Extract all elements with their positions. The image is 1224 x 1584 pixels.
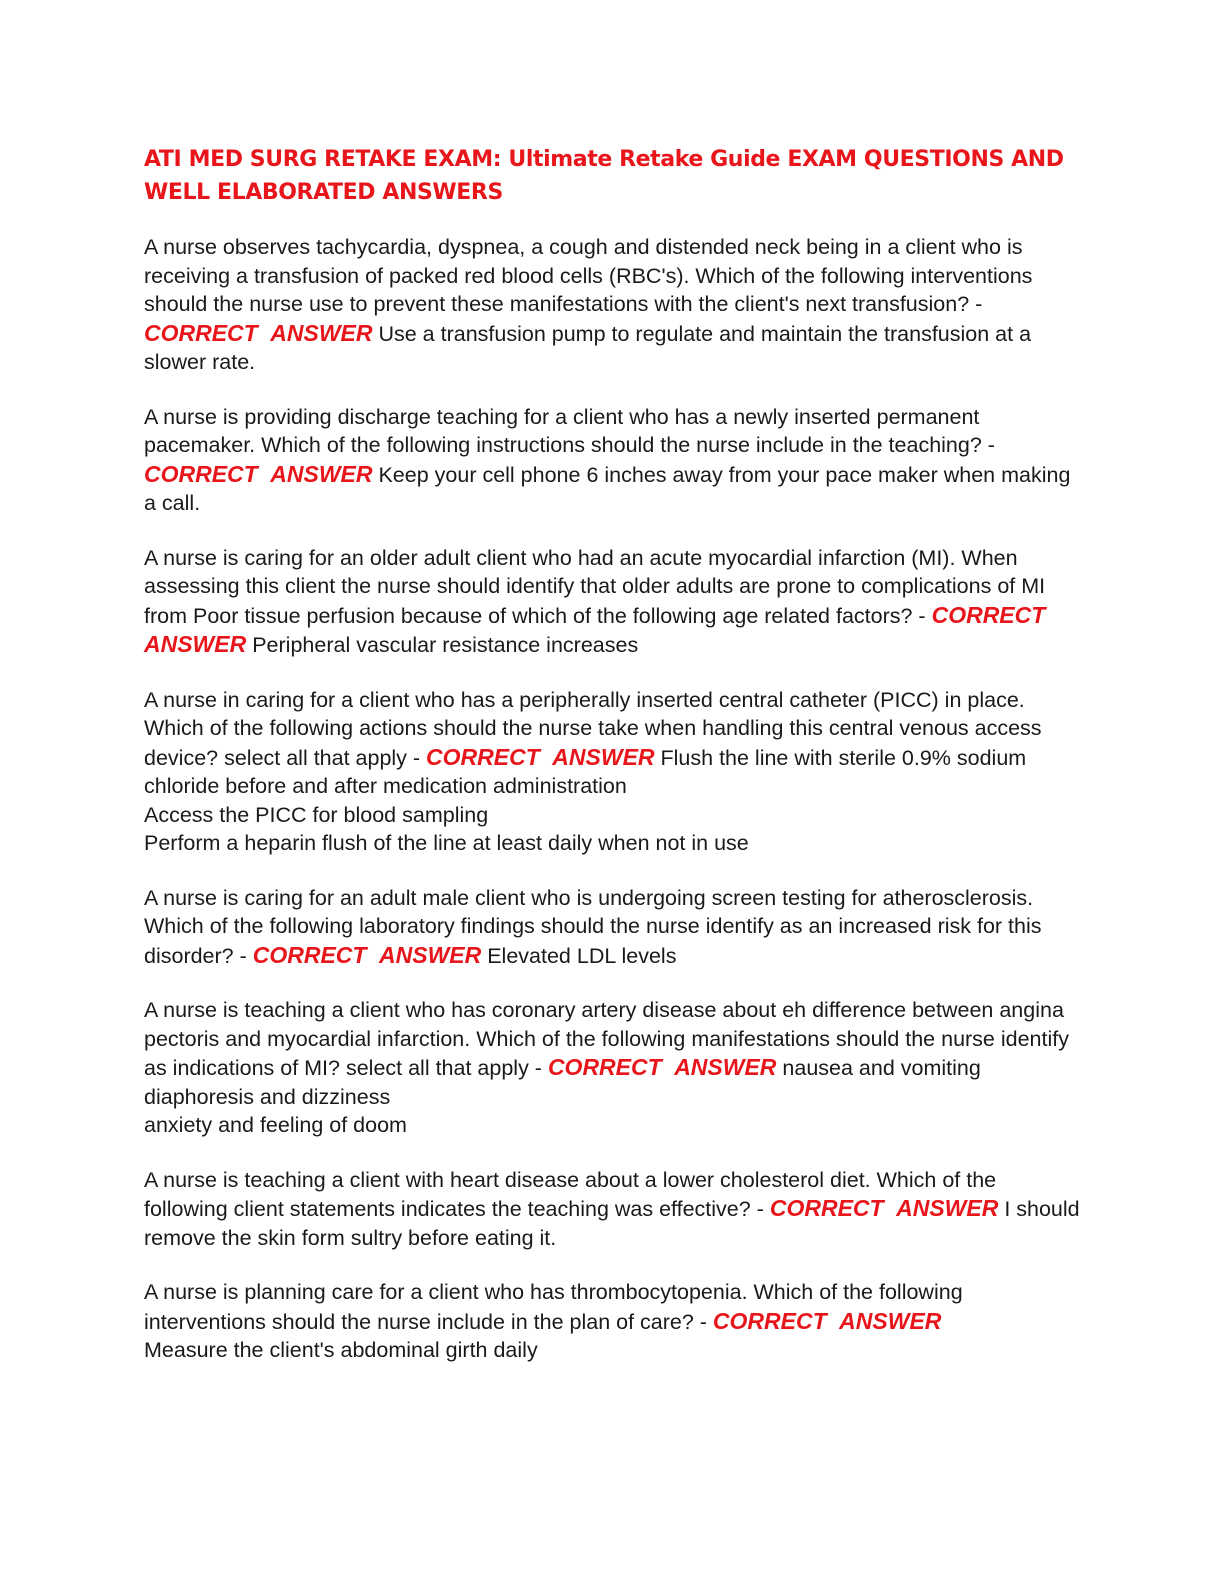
correct-answer-label: CORRECT ANSWER xyxy=(252,941,482,968)
correct-answer-label: CORRECT ANSWER xyxy=(712,1307,942,1334)
answer-text: Elevated LDL levels xyxy=(487,943,677,968)
answer-text: anxiety and feeling of doom xyxy=(144,1113,407,1137)
question-text: A nurse is teaching a client with heart disease about a lower cholesterol diet. Which of the following client statements indicates the teaching was effective? - xyxy=(144,1167,997,1221)
question-text: A nurse is providing discharge teaching for a client who has a newly inserted permanent pacemaker. Which of the following instructions should the nurse include in the teaching? - xyxy=(144,404,995,457)
correct-answer-label: CORRECT ANSWER xyxy=(144,460,373,487)
qa-item xyxy=(144,686,1084,858)
document-title: ATI MED SURG RETAKE EXAM: Ultimate Retake Guide EXAM QUESTIONS AND WELL ELABORATED ANSWERS xyxy=(144,147,1064,205)
answer-text: Keep your cell phone 6 inches away from your pace maker when making a call. xyxy=(144,462,1071,515)
question-text: A nurse is teaching a client who has coronary artery disease about eh difference between angina pectoris and myocardial infarction. Which of the following manifestations should the nurse identify as indications of MI? select all that apply - xyxy=(144,998,1069,1080)
qa-item xyxy=(144,1166,1084,1253)
correct-answer-label: CORRECT ANSWER xyxy=(547,1054,777,1080)
qa-item xyxy=(144,233,1084,377)
qa-item xyxy=(144,1278,1084,1365)
correct-answer-label: CORRECT ANSWER xyxy=(426,743,655,770)
correct-answer-label: CORRECT ANSWER xyxy=(144,601,1046,657)
document-page xyxy=(144,143,1084,1391)
question-text: A nurse in caring for a client who has a peripherally inserted central catheter (PICC) in place. Which of the following actions should the nurse take when handling this central venous access device? select all that apply - xyxy=(144,687,1042,770)
correct-answer-label: CORRECT ANSWER xyxy=(144,319,373,346)
question-text: A nurse is planning care for a client who has thrombocytopenia. Which of the following interventions should the nurse include in the plan of care? - xyxy=(144,1280,963,1334)
qa-item xyxy=(144,544,1084,660)
answer-text: I should remove the skin form sultry before eating it. xyxy=(144,1197,1080,1250)
answer-text: Access the PICC for blood sampling xyxy=(144,802,489,827)
qa-item xyxy=(144,884,1084,971)
qa-item xyxy=(144,403,1084,518)
question-text: A nurse is caring for an older adult client who had an acute myocardial infarction (MI). When assessing this client the nurse should identify that older adults are prone to complications of MI from Poor tissue perfusion because of which of the following age related factors? - xyxy=(144,545,1046,628)
question-text: A nurse observes tachycardia, dyspnea, a cough and distended neck being in a client who is receiving a transfusion of packed red blood cells (RBC's). Which of the following interventions should the nurse use to prevent these manifestations with the client's next transfusion? - xyxy=(144,235,1033,316)
correct-answer-label: CORRECT ANSWER xyxy=(769,1195,999,1221)
answer-text: Use a transfusion pump to regulate and maintain the transfusion at a slower rate. xyxy=(144,321,1032,374)
qa-item xyxy=(144,996,1084,1140)
answer-text: nausea and vomiting xyxy=(782,1056,981,1080)
answer-text: Measure the client's abdominal girth daily xyxy=(144,1338,538,1362)
answer-text: diaphoresis and dizziness xyxy=(144,1084,391,1109)
answer-text: Perform a heparin flush of the line at least daily when not in use xyxy=(144,831,749,855)
answer-text: Flush the line with sterile 0.9% sodium chloride before and after medication administration xyxy=(144,745,1027,798)
question-text: A nurse is caring for an adult male client who is undergoing screen testing for atherosclerosis. Which of the following laboratory findings should the nurse identify as an increased risk for this disorder? - xyxy=(144,885,1042,968)
answer-text: Peripheral vascular resistance increases xyxy=(252,633,639,657)
